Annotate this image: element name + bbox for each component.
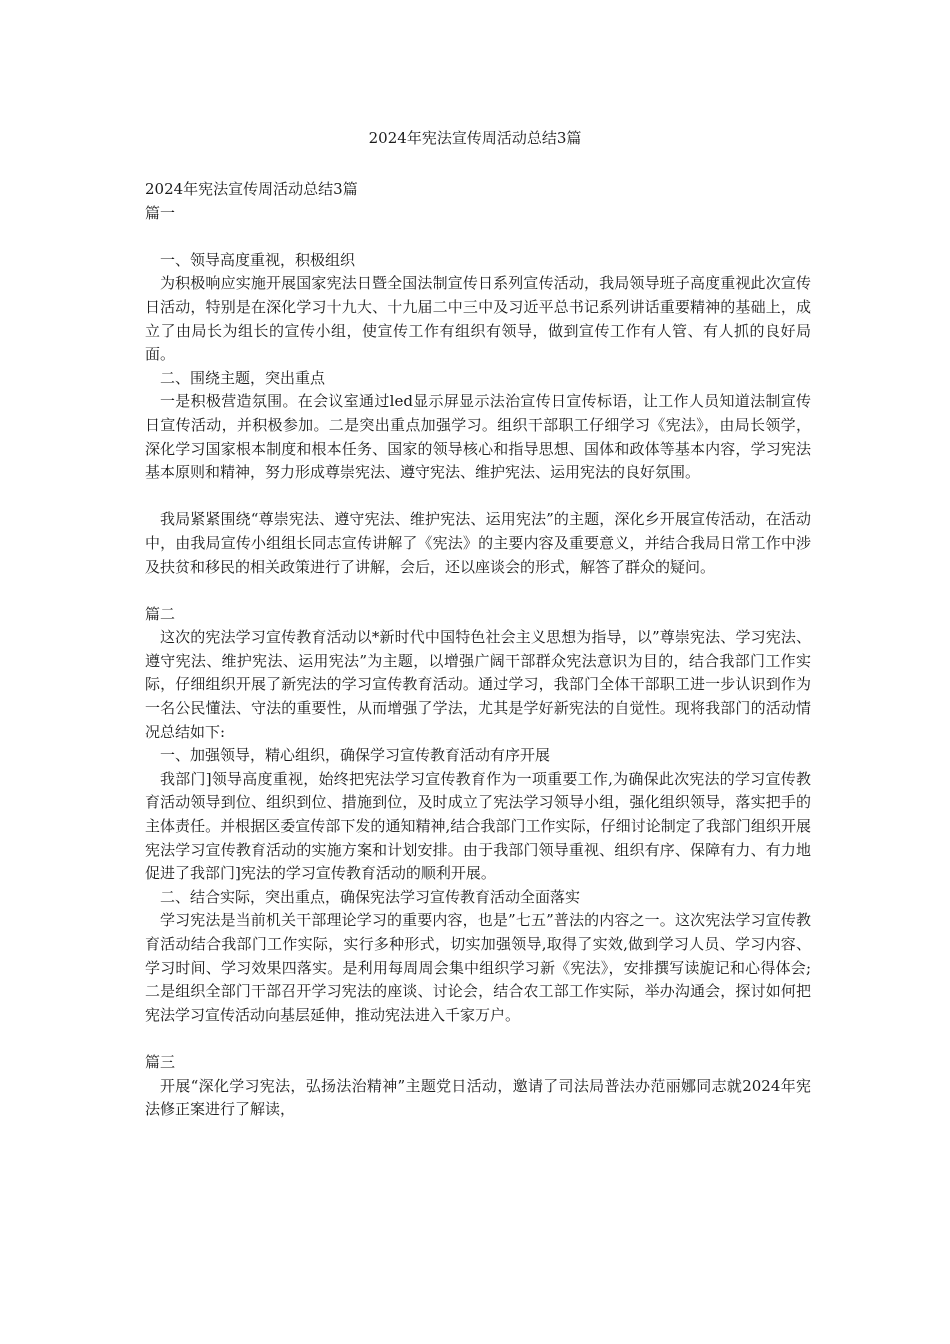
part-heading-2: 篇二 xyxy=(145,604,176,623)
document-body xyxy=(145,178,811,1122)
paragraph: 我局紧紧围绕“尊崇宪法、遵守宪法、维护宪法、运用宪法”的主题，深化乡开展宣传活动，在活动中，由我局宣传小组组长同志宣传讲解了《宪法》的主要内容及重要意义，并结合我局日常工作中涉及扶贫和移民的相关政策进行了讲解，会后，还以座谈会的形式，解答了群众的疑问。 xyxy=(145,510,811,576)
paragraph: 一是积极营造氛围。在会议室通过led显示屏显示法治宣传日宣传标语，让工作人员知道法制宣传日宣传活动，并积极参加。二是突出重点加强学习。组织干部职工仔细学习《宪法》，由局长领学，深化学习国家根本制度和根本任务、国家的领导核心和指导思想、国体和政体等基本内容，学习宪法基本原则和精神，努力形成尊崇宪法、遵守宪法、维护宪法、运用宪法的良好氛围。 xyxy=(145,392,811,482)
part-heading-3: 篇三 xyxy=(145,1052,176,1071)
paragraph: 学习宪法是当前机关干部理论学习的重要内容，也是”七五”普法的内容之一。这次宪法学习宣传教育活动结合我部门工作实际，实行多种形式，切实加强领导,取得了实效,做到学习人员、学习内容、学习时间、学习效果四落实。是利用每周周会集中组织学习新《宪法》，安排撰写读旎记和心得体会;二是组织全部门干部召开学习宪法的座谈、讨论会，结合农工部工作实际，举办沟通会，探讨如何把宪法学习宣传活动向基层延伸，推动宪法进入千家万户。 xyxy=(145,911,811,1024)
section-heading: 一、领导高度重视，积极组织 xyxy=(160,250,356,269)
spacer xyxy=(145,485,811,509)
section-heading: 二、结合实际，突出重点，确保宪法学习宣传教育活动全面落实 xyxy=(160,887,581,906)
spacer xyxy=(145,225,811,249)
document-title: 2024年宪法宣传周活动总结3篇 xyxy=(368,129,582,147)
section-heading: 一、加强领导，精心组织，确保学习宣传教育活动有序开展 xyxy=(160,746,551,765)
paragraph: 这次的宪法学习宣传教育活动以*新时代中国特色社会主义思想为指导，以”尊崇宪法、学习宪法、遵守宪法、维护宪法、运用宪法”为主题，以增强广阔干部群众宪法意识为目的，结合我部门工作实际，仔细组织开展了新宪法的学习宣传教育活动。通过学习，我部门全体干部职工进一步认识到作为一名公民懂法、守法的重要性，从而增强了学法，尤其是学好新宪法的自觉性。现将我部门的活动情况总结如下: xyxy=(145,628,811,741)
section-heading: 二、围绕主题，突出重点 xyxy=(160,368,326,387)
paragraph: 为积极响应实施开展国家宪法日暨全国法制宣传日系列宣传活动，我局领导班子高度重视此次宣传日活动，特别是在深化学习十九大、十九届二中三中及习近平总书记系列讲话重要精神的基础上，成立了由局长为组长的宣传小组，使宣传工作有组织有领导，做到宣传工作有人管、有人抓的良好局面。 xyxy=(145,274,811,364)
paragraph: 我部门]领导高度重视，始终把宪法学习宣传教育作为一项重要工作,为确保此次宪法的学习宣传教育活动领导到位、组织到位、措施到位，及时成立了宪法学习领导小组，强化组织领导，落实把手的主体责任。并根据区委宣传部下发的通知精神,结合我部门工作实际，仔细讨论制定了我部门组织开展宪法学习宣传教育活动的实施方案和计划安排。由于我部门领导重视、组织有序、保障有力、有力地促进了我部门]宪法的学习宣传教育活动的顺利开展。 xyxy=(145,769,811,883)
document-subtitle: 2024年宪法宣传周活动总结3篇 xyxy=(145,180,358,198)
paragraph: 开展“深化学习宪法，弘扬法治精神”主题党日活动，邀请了司法局普法办范丽娜同志就2024年宪法修正案进行了解读， xyxy=(145,1076,811,1119)
spacer xyxy=(145,579,811,603)
part-heading-1: 篇一 xyxy=(145,203,176,222)
spacer xyxy=(145,1027,811,1051)
